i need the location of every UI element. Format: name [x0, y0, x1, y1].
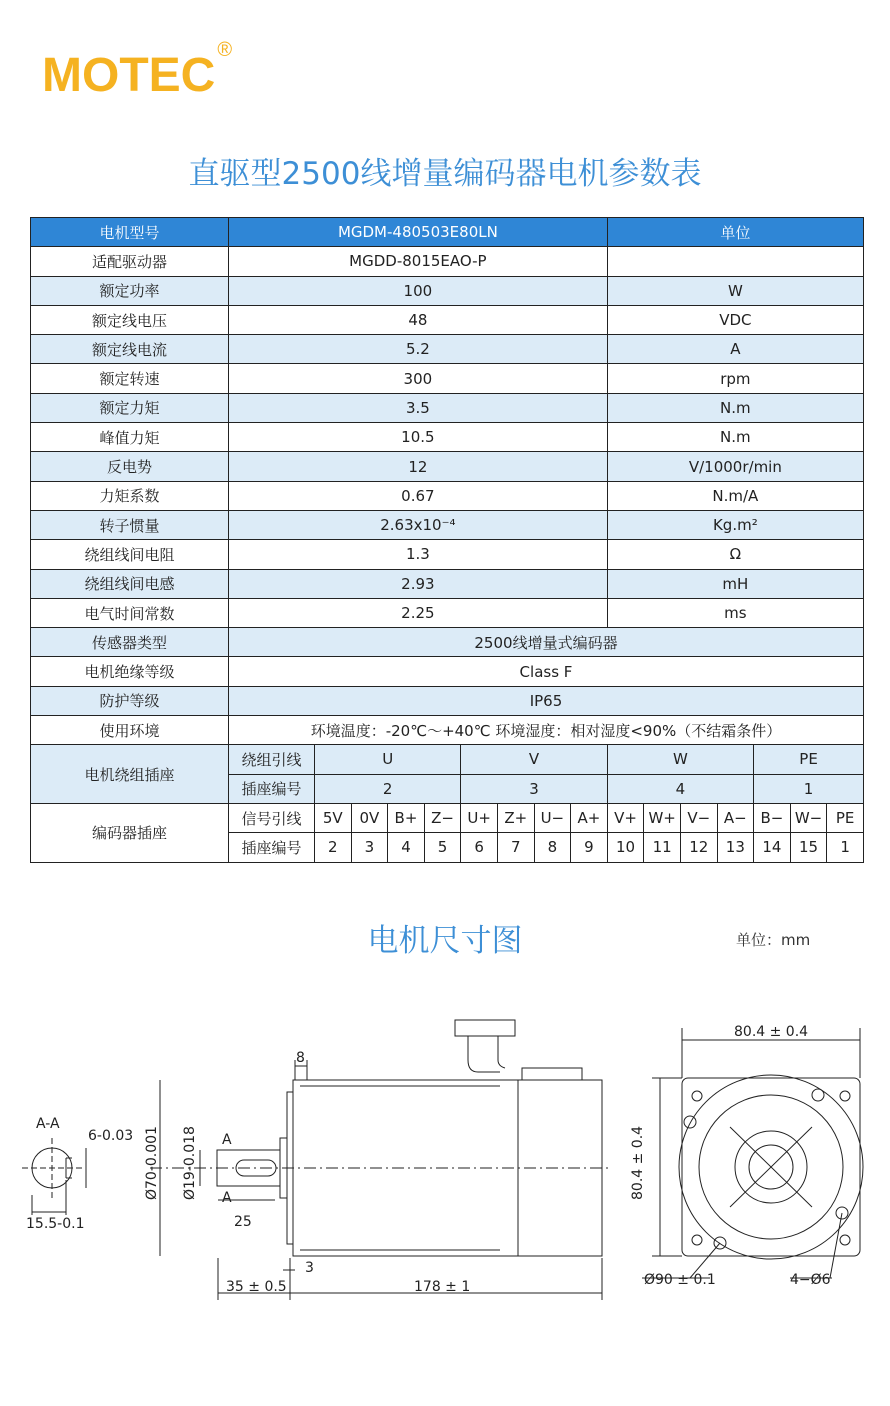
encoder-signal: V+ — [607, 803, 644, 832]
encoder-signal: Z− — [424, 803, 461, 832]
row-value: Class F — [229, 657, 864, 686]
pcd: Ø90 ± 0.1 — [644, 1272, 716, 1288]
row-label: 传感器类型 — [31, 628, 229, 657]
table-row — [31, 247, 864, 276]
row-unit: V/1000r/min — [607, 452, 863, 481]
flange-thickness: 8 — [296, 1050, 305, 1066]
encoder-pin: 15 — [790, 833, 827, 862]
table-header-row — [31, 218, 864, 247]
row-value: 2.63x10⁻⁴ — [229, 510, 608, 539]
section-label: A-A — [36, 1116, 60, 1132]
encoder-pin: 10 — [607, 833, 644, 862]
row-unit: rpm — [607, 364, 863, 393]
encoder-signal: 0V — [351, 803, 388, 832]
row-unit: VDC — [607, 305, 863, 334]
encoder-pin: 12 — [680, 833, 717, 862]
page-title: 直驱型2500线增量编码器电机参数表 — [188, 156, 702, 192]
row-value: 1.3 — [229, 540, 608, 569]
winding-lead: PE — [754, 745, 864, 774]
key-width: 6-0.03 — [88, 1128, 134, 1144]
table-row — [31, 452, 864, 481]
row-label: 适配驱动器 — [31, 247, 229, 276]
row-unit: ms — [607, 598, 863, 627]
encoder-signal: 5V — [315, 803, 352, 832]
row-value: 300 — [229, 364, 608, 393]
row-label: 绕组线间电阻 — [31, 540, 229, 569]
encoder-pin: 13 — [717, 833, 754, 862]
encoder-signal: B− — [754, 803, 791, 832]
row-label: 额定线电流 — [31, 335, 229, 364]
row-unit: N.m — [607, 423, 863, 452]
winding-lead: U — [315, 745, 461, 774]
shaft-dia: Ø19-0.018 — [182, 1126, 198, 1200]
spec-table — [30, 217, 864, 863]
winding-pin: 3 — [461, 774, 607, 803]
mounting-holes: 4−Ø6 — [790, 1272, 831, 1288]
encoder-sub-label: 插座编号 — [229, 833, 315, 862]
table-row — [31, 657, 864, 686]
key-depth: 15.5-0.1 — [26, 1216, 85, 1232]
table-row — [31, 686, 864, 715]
encoder-pin: 5 — [424, 833, 461, 862]
encoder-pin: 4 — [388, 833, 425, 862]
row-label: 额定转速 — [31, 364, 229, 393]
encoder-pin: 9 — [571, 833, 608, 862]
row-value: MGDD-8015EAO-P — [229, 247, 608, 276]
key-length: 25 — [234, 1214, 252, 1230]
table-row — [31, 481, 864, 510]
row-label: 反电势 — [31, 452, 229, 481]
section-mark-a-bottom: A — [222, 1190, 232, 1206]
header-cell: 单位 — [607, 218, 863, 247]
drawing-title: 电机尺寸图 — [367, 923, 523, 959]
table-row — [31, 393, 864, 422]
winding-pin: 4 — [607, 774, 753, 803]
encoder-sub-label: 信号引线 — [229, 803, 315, 832]
row-label: 电机绝缘等级 — [31, 657, 229, 686]
encoder-pin: 14 — [754, 833, 791, 862]
winding-sub-label: 插座编号 — [229, 774, 315, 803]
row-unit: N.m — [607, 393, 863, 422]
encoder-signal: U+ — [461, 803, 498, 832]
shaft-length: 35 ± 0.5 — [226, 1279, 287, 1295]
encoder-signal: W− — [790, 803, 827, 832]
table-row — [31, 716, 864, 745]
table-row — [31, 305, 864, 334]
row-unit: Ω — [607, 540, 863, 569]
encoder-pin: 11 — [644, 833, 681, 862]
encoder-pin: 7 — [497, 833, 534, 862]
encoder-pin: 8 — [534, 833, 571, 862]
encoder-signal: A+ — [571, 803, 608, 832]
table-row — [31, 540, 864, 569]
row-label: 峰值力矩 — [31, 423, 229, 452]
table-row — [31, 276, 864, 305]
row-value: 环境温度：-20℃～+40℃ 环境湿度：相对湿度<90%（不结霜条件） — [229, 716, 864, 745]
winding-sub-label: 绕组引线 — [229, 745, 315, 774]
row-unit: Kg.m² — [607, 510, 863, 539]
winding-pin: 1 — [754, 774, 864, 803]
registered-mark: ® — [217, 39, 233, 61]
encoder-pin: 1 — [827, 833, 864, 862]
row-value: 2.93 — [229, 569, 608, 598]
header-cell: MGDM-480503E80LN — [229, 218, 608, 247]
encoder-signal: Z+ — [497, 803, 534, 832]
unit-label: 单位：mm — [736, 931, 811, 949]
table-row — [31, 569, 864, 598]
encoder-signal: V− — [680, 803, 717, 832]
table-row — [31, 510, 864, 539]
row-unit — [607, 247, 863, 276]
table-row — [31, 335, 864, 364]
row-value: 48 — [229, 305, 608, 334]
row-value: 5.2 — [229, 335, 608, 364]
row-label: 额定功率 — [31, 276, 229, 305]
connector — [455, 1020, 515, 1036]
flange-height: 80.4 ± 0.4 — [630, 1125, 646, 1200]
row-value: 0.67 — [229, 481, 608, 510]
row-value: 100 — [229, 276, 608, 305]
row-unit: W — [607, 276, 863, 305]
encoder-pin: 3 — [351, 833, 388, 862]
row-label: 电气时间常数 — [31, 598, 229, 627]
encoder-signal: A− — [717, 803, 754, 832]
winding-lead: W — [607, 745, 753, 774]
row-value: 3.5 — [229, 393, 608, 422]
encoder-row — [31, 803, 864, 832]
brand-name: MOTEC — [42, 49, 216, 102]
row-value: 10.5 — [229, 423, 608, 452]
encoder-signal: W+ — [644, 803, 681, 832]
row-value: 12 — [229, 452, 608, 481]
row-unit: A — [607, 335, 863, 364]
row-value: 2500线增量式编码器 — [229, 628, 864, 657]
row-label: 额定力矩 — [31, 393, 229, 422]
table-row — [31, 628, 864, 657]
encoder-signal: U− — [534, 803, 571, 832]
winding-pin: 2 — [315, 774, 461, 803]
row-label: 转子惯量 — [31, 510, 229, 539]
encoder-pin: 6 — [461, 833, 498, 862]
table-row — [31, 423, 864, 452]
encoder-signal: B+ — [388, 803, 425, 832]
table-row — [31, 598, 864, 627]
encoder-pin: 2 — [315, 833, 352, 862]
header-cell: 电机型号 — [31, 218, 229, 247]
row-label: 使用环境 — [31, 716, 229, 745]
spigot-dia: Ø70-0.001 — [144, 1126, 160, 1200]
row-label: 绕组线间电感 — [31, 569, 229, 598]
body-length: 178 ± 1 — [414, 1279, 471, 1295]
winding-row — [31, 745, 864, 774]
row-label: 额定线电压 — [31, 305, 229, 334]
section-mark-a-top: A — [222, 1132, 232, 1148]
winding-lead: V — [461, 745, 607, 774]
encoder-label: 编码器插座 — [31, 803, 229, 862]
winding-label: 电机绕组插座 — [31, 745, 229, 804]
spigot-depth: 3 — [305, 1260, 314, 1276]
table-row — [31, 364, 864, 393]
row-label: 防护等级 — [31, 686, 229, 715]
row-value: IP65 — [229, 686, 864, 715]
row-value: 2.25 — [229, 598, 608, 627]
brand-logo — [42, 39, 233, 102]
dimension-drawing — [0, 1000, 890, 1320]
row-unit: N.m/A — [607, 481, 863, 510]
flange-width: 80.4 ± 0.4 — [734, 1024, 809, 1040]
encoder-signal: PE — [827, 803, 864, 832]
row-unit: mH — [607, 569, 863, 598]
row-label: 力矩系数 — [31, 481, 229, 510]
